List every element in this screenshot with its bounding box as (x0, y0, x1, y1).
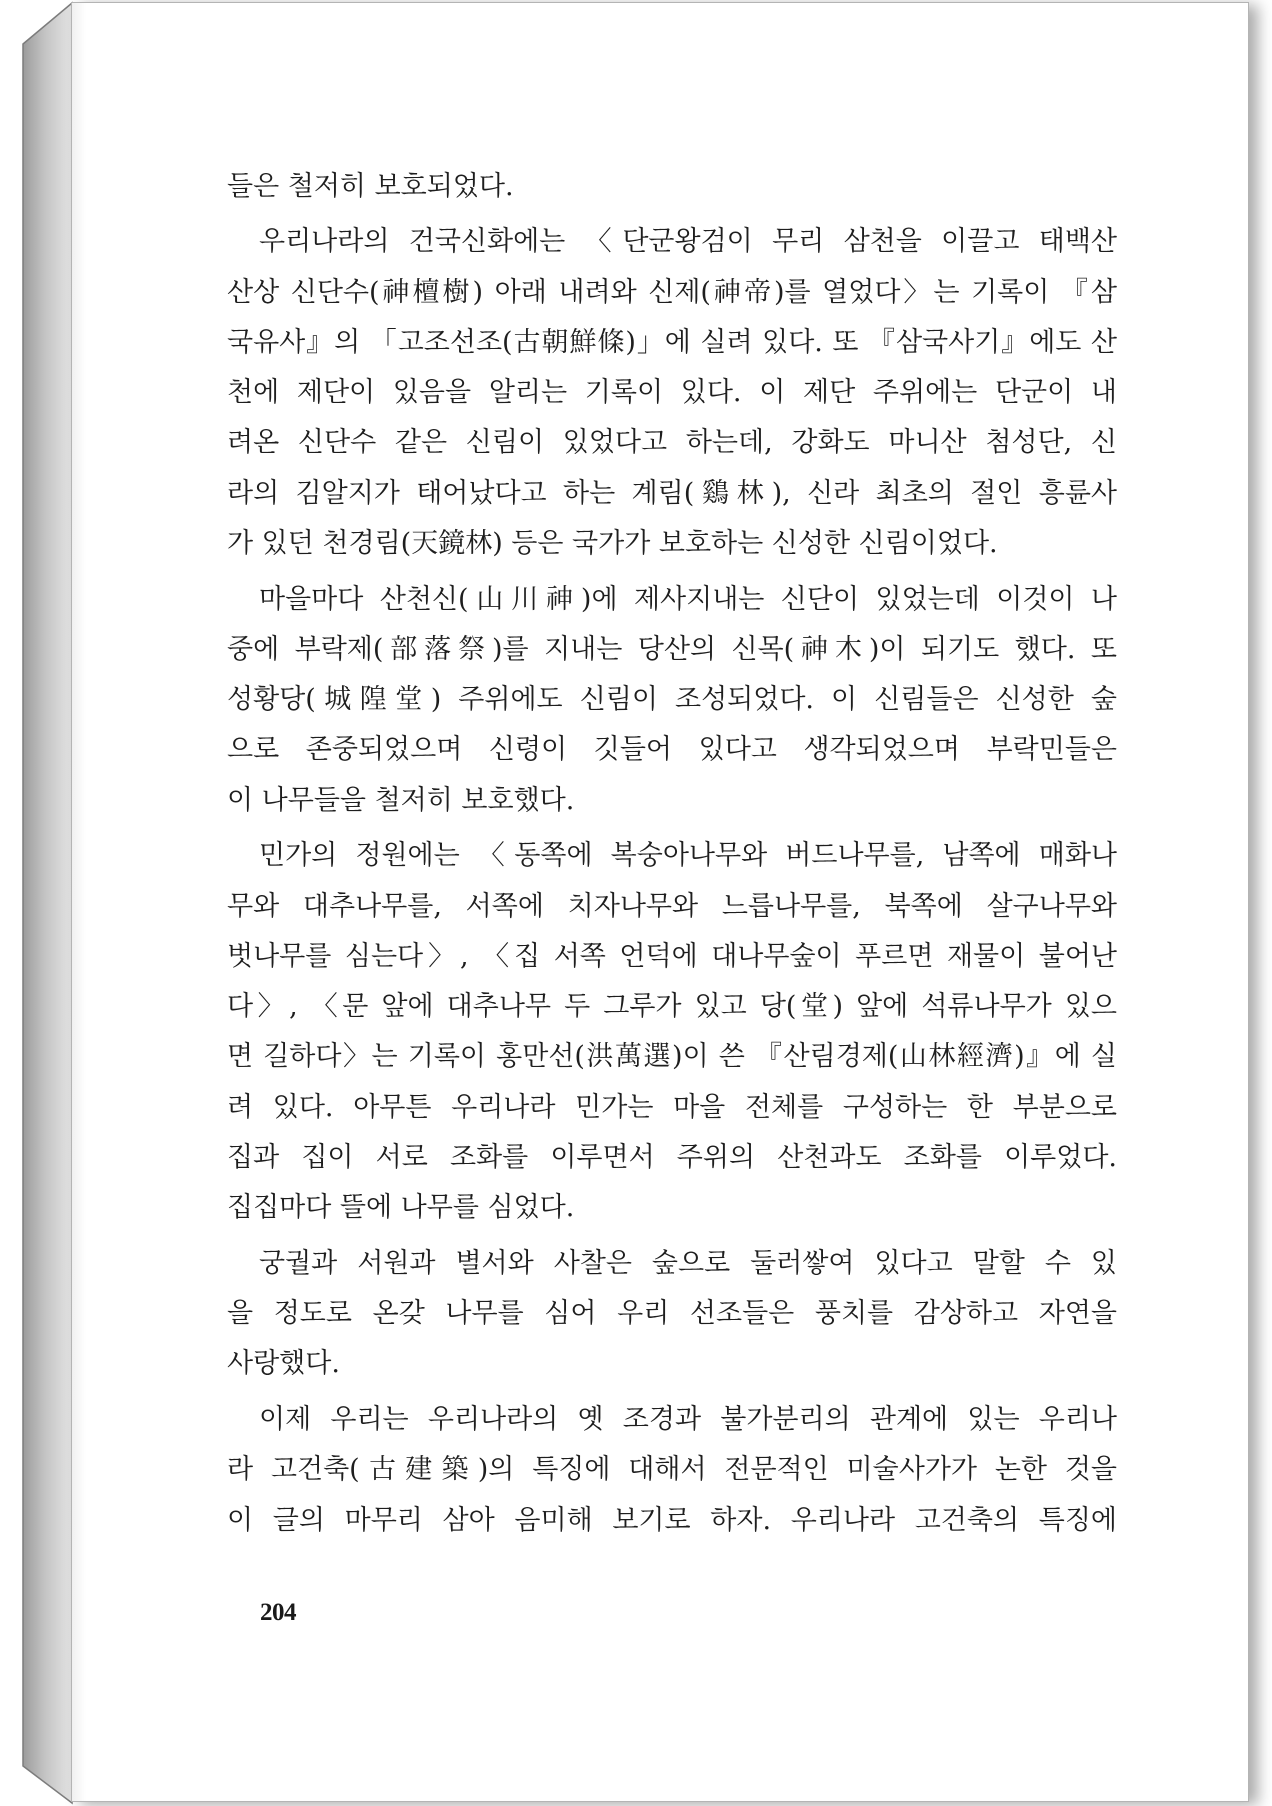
book-spine-edge (0, 0, 80, 1806)
text-line: 려온 신단수 같은 신림이 있었다고 하는데, 강화도 마니산 첨성단, 신 (227, 427, 1117, 459)
text-line: 이 글의 마무리 삼아 음미해 보기로 하자. 우리나라 고건축의 특징에 (227, 1504, 1117, 1536)
text-line: 벗나무를 심는다〉, 〈집 서쪽 언덕에 대나무숲이 푸르면 재물이 불어난 (227, 940, 1117, 972)
text-line: 다〉, 〈문 앞에 대추나무 두 그루가 있고 당(堂) 앞에 석류나무가 있으 (227, 991, 1117, 1022)
text-line: 집집마다 뜰에 나무를 심었다. (227, 1192, 575, 1223)
text-line: 중에 부락제(部落祭)를 지내는 당산의 신목(神木)이 되기도 했다. 또 (227, 633, 1117, 665)
text-line: 민가의 정원에는 〈동쪽에 복숭아나무와 버드나무를, 남쪽에 매화나 (259, 840, 1117, 872)
text-line: 사랑했다. (227, 1348, 340, 1380)
text-line: 려 있다. 아무튼 우리나라 민가는 마을 전체를 구성하는 한 부분으로 (227, 1091, 1117, 1123)
text-line: 궁궐과 서원과 별서와 사찰은 숲으로 둘러쌓여 있다고 말할 수 있 (259, 1247, 1117, 1279)
text-line: 을 정도로 온갖 나무를 심어 우리 선조들은 풍치를 감상하고 자연을 (227, 1298, 1117, 1329)
text-line: 가 있던 천경림(天鏡林) 등은 국가가 보호하는 신성한 신림이었다. (227, 527, 998, 559)
paragraph-continuation (227, 162, 1117, 212)
paragraph (227, 1395, 1117, 1546)
text-line: 이 나무들을 철저히 보호했다. (227, 784, 575, 816)
paragraph (227, 575, 1117, 826)
text-line: 산상 신단수(神檀樹) 아래 내려와 신제(神帝)를 열었다〉는 기록이 『삼 (227, 276, 1117, 308)
page-gutter-shade (72, 3, 86, 1801)
text-line: 라 고건축(古建築)의 특징에 대해서 전문적인 미술사가가 논한 것을 (227, 1454, 1117, 1486)
text-line: 집과 집이 서로 조화를 이루면서 주위의 산천과도 조화를 이루었다. (227, 1141, 1117, 1173)
paragraph (227, 1239, 1117, 1390)
text-line: 으로 존중되었으며 신령이 깃들어 있다고 생각되었으며 부락민들은 (227, 734, 1117, 766)
text-line: 우리나라의 건국신화에는 〈단군왕검이 무리 삼천을 이끌고 태백산 (259, 226, 1117, 258)
paragraph (227, 217, 1117, 569)
text-line: 이제 우리는 우리나라의 옛 조경과 불가분리의 관계에 있는 우리나 (259, 1404, 1117, 1435)
spine-face (23, 3, 72, 1803)
page-number: 204 (260, 1599, 296, 1626)
text-line: 라의 김알지가 태어났다고 하는 계림(鷄林), 신라 최초의 절인 흥륜사 (227, 477, 1117, 509)
text-line: 천에 제단이 있음을 알리는 기록이 있다. 이 제단 주위에는 단군이 내 (227, 377, 1117, 408)
text-line: 성황당(城隍堂) 주위에도 신림이 조성되었다. 이 신림들은 신성한 숲 (227, 684, 1117, 715)
body-text (227, 162, 1117, 1546)
text-line: 국유사』의 「고조선조(古朝鮮條)」에 실려 있다. 또 『삼국사기』에도 산 (227, 326, 1117, 358)
text-line: 마을마다 산천신(山川神)에 제사지내는 신단이 있었는데 이것이 나 (259, 583, 1117, 615)
text-line: 들은 철저히 보호되었다. (227, 170, 514, 202)
text-line: 면 길하다〉는 기록이 홍만선(洪萬選)이 쓴 『산림경제(山林經濟)』에 실 (227, 1041, 1117, 1073)
text-line: 무와 대추나무를, 서쪽에 치자나무와 느릅나무를, 북쪽에 살구나무와 (227, 890, 1117, 922)
paragraph (227, 831, 1117, 1233)
